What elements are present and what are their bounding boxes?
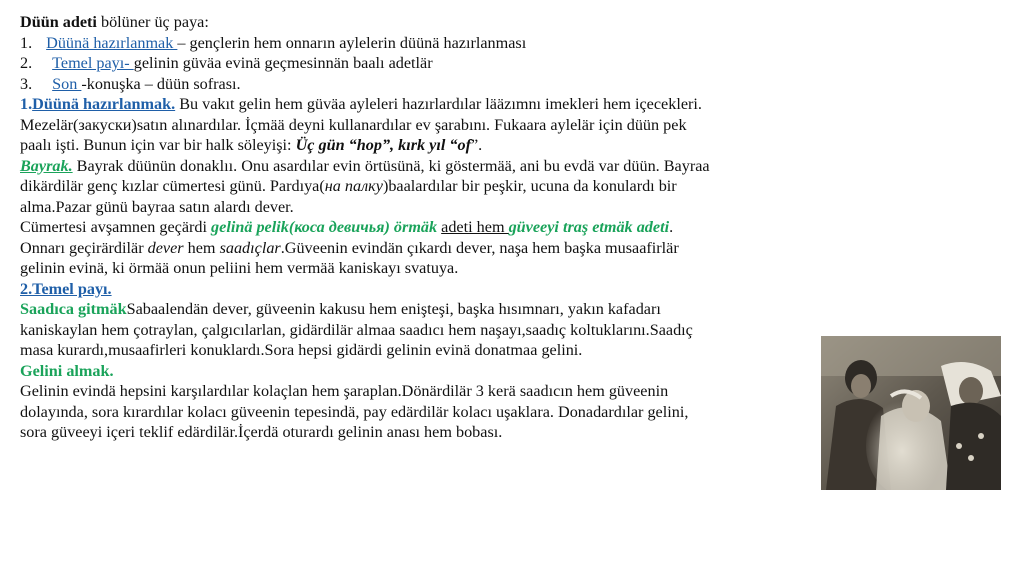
list-number: 2. — [20, 54, 33, 72]
paragraph-text: Bu vakıt gelin hem güväa ayleleri hazırlardılar lääzımnı imekleri hem içecekleri. — [175, 95, 702, 113]
link-temel-payi[interactable]: Temel payı- — [52, 54, 134, 72]
list-item — [20, 33, 1020, 54]
saadica-label: Saadıca gitmäk — [20, 300, 127, 318]
paragraph-line: dolayında, sora kırardılar kolacı güveenin tepesindä, pay edärdilär kolacı uşaklara. Donadardılar gelini, — [20, 402, 689, 421]
paragraph-line: Mezelär(закуски)satın alınardılar. İçmää deyni kullanardılar ev şarabını. Fukaara aylelär için düün pek — [20, 115, 687, 134]
intro-rest: bölüner üç paya: — [96, 13, 209, 31]
link-dune-hazirlanmak[interactable]: Düünä hazırlanmak — [46, 33, 178, 52]
custom-pelik: gelinä pelik(коса девичья) örmäk — [211, 218, 438, 236]
underlined-text: adeti hem — [441, 218, 509, 236]
list-item — [20, 74, 1020, 95]
list-number: 3. — [20, 74, 33, 93]
intro-title: Düün adeti — [20, 13, 97, 31]
paragraph-line: masa kurardı,musaafirleri konuklardı.Sora hepsi gidärdi gelinin evinä donatmaa gelini. — [20, 341, 583, 359]
paragraph-line: Gelinin evindä hepsini karşılardılar kolaçlan hem şaraplan.Dönärdilär 3 kerä saadıcın hem güveenin — [20, 382, 669, 400]
paragraph-line: alma.Pazar günü bayraa satın alardı dever. — [20, 197, 294, 216]
paragraph-line: Onnarı geçirärdilär dever hem saadıçlar.Güveenin evindän çıkardı dever, naşa hem başka musaafirlär — [20, 238, 679, 257]
custom-tras: güveeyi traş etmäk adeti — [508, 218, 670, 236]
intro-line — [20, 12, 1020, 33]
paragraph-line: Saadıca gitmäkSabaalendän dever, güveenin kakusu hem enişteşi, başka hısımnarı, yakın kafadarı — [20, 300, 661, 318]
bayrak-line: Bayrak. Bayrak düünün donaklıı. Onu asardılar evin örtüsünä, ki göstermää, ani bu evdä var düün. Bayraa — [20, 156, 710, 175]
paragraph-line: dikärdilär genç kızlar cümertesi günü. Pardıya(на палку)baalardılar bir peşkir, ucuna da konulardı bir — [20, 177, 677, 195]
list-item — [20, 53, 1020, 74]
paragraph-line: paalı işti. Bunun için var bir halk söleyişi: Üç gün “hop”, kırk yıl “of”. — [20, 136, 483, 154]
paragraph-line: sora güveeyi içeri teklif edärdilär.İçerdä oturardı gelinin anası hem bobası. — [20, 423, 503, 441]
section1-heading-line — [20, 94, 1020, 115]
paragraph-line: kaniskaylan hem çotraylan, çalgıcılarlan, gidärdilär almaa saadıcı hem naşayı,saadıç koltuklarını.Saadıç — [20, 320, 693, 339]
list-text: -konuşka – düün sofrası. — [81, 74, 241, 93]
russian-gloss: на палку — [324, 177, 383, 195]
section2-heading: 2.Temel payı. — [20, 279, 112, 298]
saying-quote: Üç gün “hop”, kırk yıl “of — [295, 136, 471, 154]
gelini-label: Gelini almak. — [20, 361, 114, 380]
paragraph-line: Cümertesi avşamnen geçärdi gelinä pelik(коса девичья) örmäk adeti hem güveeyi traş etmäk adeti. — [20, 218, 674, 236]
wedding-photo — [821, 336, 1001, 490]
list-number: 1. — [20, 33, 33, 52]
list-text: – gençlerin hem onnarın aylelerin düünä hazırlanması — [177, 33, 527, 52]
link-son[interactable]: Son — [52, 74, 82, 93]
section2-heading-line — [20, 279, 1020, 300]
bayrak-label: Bayrak. — [20, 156, 73, 175]
paragraph-line: gelinin evinä, ki örmää onun peliini hem vermää kaniskayı svatuya. — [20, 259, 459, 277]
list-text: gelinin güväa evinä geçmesinnän baalı adetlär — [133, 54, 433, 72]
section1-heading: 1.Düünä hazırlanmak. — [20, 95, 176, 113]
